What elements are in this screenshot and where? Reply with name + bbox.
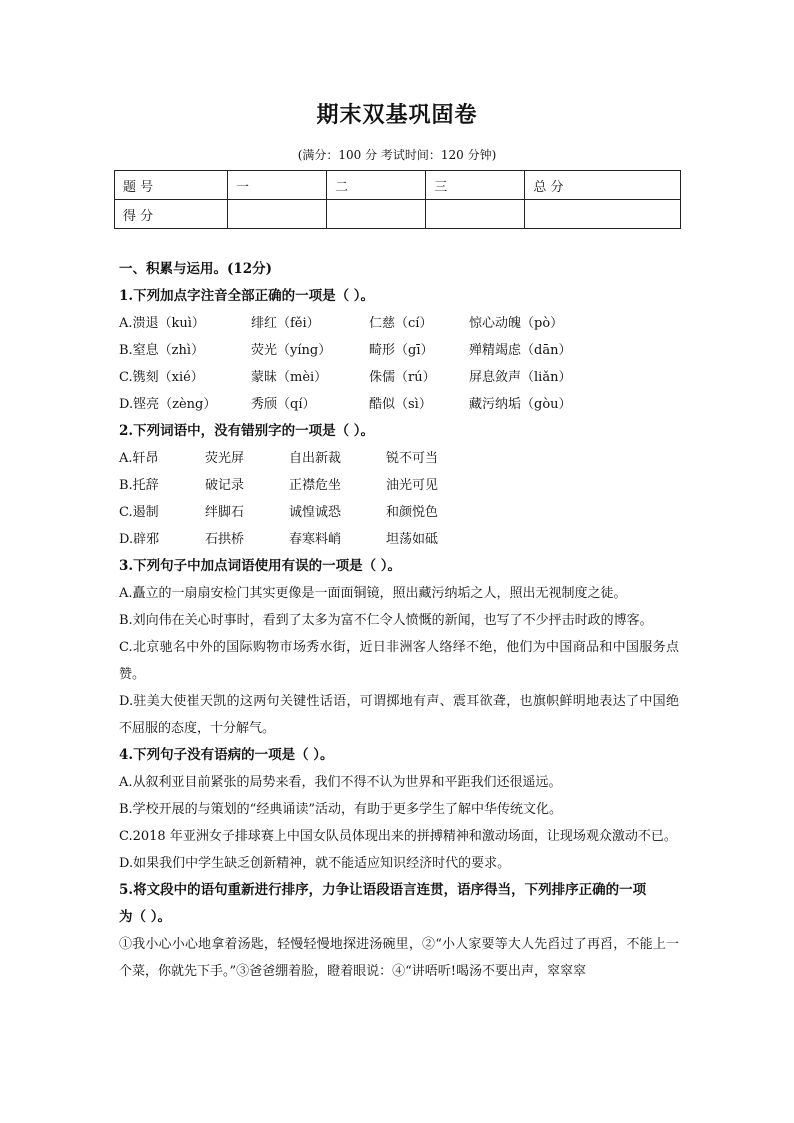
option-item: 屏息敛声（liǎn） xyxy=(469,370,572,385)
option-item: 酷似（sì） xyxy=(369,397,432,412)
score-table xyxy=(114,170,681,229)
score-cell: 一 xyxy=(228,171,327,200)
option-row xyxy=(119,499,679,526)
score-cell xyxy=(228,200,327,229)
passage-text: ①我小心小心地拿着汤匙，轻慢轻慢地探进汤碗里，②“小人家要等大人先舀过了再舀，不能上一个菜，你就先下手。”③爸爸绷着脸，瞪着眼说：④“讲唔听!喝汤不要出声，窣窣窣 xyxy=(119,937,679,979)
option-item: B.窒息（zhì） xyxy=(119,343,205,358)
option-item: 秀颀（qí） xyxy=(251,397,316,412)
option-text: A.从叙利亚目前紧张的局势来看，我们不得不认为世界和平距我们还很遥远。 xyxy=(119,775,562,790)
option-item: D.铿亮（zèng） xyxy=(119,397,217,412)
score-cell: 二 xyxy=(327,171,426,200)
option-item: D.辟邪 xyxy=(119,532,160,547)
score-cell: 题 号 xyxy=(115,171,228,200)
option-row xyxy=(119,445,679,472)
option-text: D.如果我们中学生缺乏创新精神，就不能适应知识经济时代的要求。 xyxy=(119,856,511,871)
option-item: 荧光屏 xyxy=(205,451,245,466)
score-cell: 总 分 xyxy=(525,171,681,200)
option-item: 藏污纳垢（gòu） xyxy=(469,397,572,412)
option-item: 绊脚石 xyxy=(205,505,245,520)
option-text: B.刘向伟在关心时事时，看到了太多为富不仁令人愤慨的新闻，也写了不少抨击时政的博客。 xyxy=(119,613,653,628)
option-item: 油光可见 xyxy=(386,478,439,493)
option-item: 坦荡如砥 xyxy=(386,532,439,547)
question-stem-continued: 为（ ）。 xyxy=(119,909,171,925)
question-stem: 3.下列句子中加点词语使用有误的一项是（ ）。 xyxy=(119,558,402,574)
option-item: 畸形（gī） xyxy=(369,343,434,358)
option-item: C.遏制 xyxy=(119,505,159,520)
question-stem: 5.将文段中的语句重新进行排序，力争让语段语言连贯，语序得当，下列排序正确的一项 xyxy=(119,882,647,898)
section-heading: 一、积累与运用。(12分) xyxy=(119,261,273,277)
score-cell xyxy=(327,200,426,229)
option-item: 惊心动魄（pò） xyxy=(469,316,564,331)
option-item: C.镌刻（xié） xyxy=(119,370,204,385)
option-item: 荧光（yíng） xyxy=(251,343,332,358)
option-text: C.2018 年亚洲女子排球赛上中国女队员体现出来的拼搏精神和激动场面，让现场观众激动不已。 xyxy=(119,829,677,844)
question-stem: 1.下列加点字注音全部正确的一项是（ ）。 xyxy=(119,288,375,304)
option-text: D.驻美大使崔天凯的这两句关键性话语，可谓掷地有声、震耳欲聋，也旗帜鲜明地表达了中国绝不屈服的态度，十分解气。 xyxy=(119,694,679,736)
option-item: 正襟危坐 xyxy=(289,478,342,493)
page-title: 期末双基巩固卷 xyxy=(316,102,478,128)
option-row xyxy=(119,472,679,499)
option-item: 自出新裁 xyxy=(289,451,342,466)
score-cell xyxy=(426,200,525,229)
score-table-score-row xyxy=(115,200,681,229)
option-item: 绯红（fěi） xyxy=(251,316,320,331)
score-cell xyxy=(525,200,681,229)
option-item: 破记录 xyxy=(205,478,245,493)
option-text: C.北京驰名中外的国际购物市场秀水街，近日非洲客人络绎不绝，他们为中国商品和中国服务点赞。 xyxy=(119,640,679,682)
option-item: 蒙昧（mèi） xyxy=(251,370,328,385)
option-row xyxy=(119,337,679,364)
option-item: 殚精竭虑（dān） xyxy=(469,343,572,358)
question-stem: 4.下列句子没有语病的一项是（ ）。 xyxy=(119,747,334,763)
question-stem: 2.下列词语中，没有错别字的一项是（ ）。 xyxy=(119,423,375,439)
option-item: A.溃退（kuì） xyxy=(119,316,205,331)
option-row xyxy=(119,526,679,553)
option-item: 春寒料峭 xyxy=(289,532,342,547)
option-item: 和颜悦色 xyxy=(386,505,439,520)
option-item: 侏儒（rú） xyxy=(369,370,436,385)
exam-info: (满分：100 分 考试时间：120 分钟) xyxy=(297,148,497,162)
option-item: A.轩昂 xyxy=(119,451,159,466)
option-row xyxy=(119,364,679,391)
score-table-header-row xyxy=(115,171,681,200)
score-cell: 三 xyxy=(426,171,525,200)
option-item: 诚惶诚恐 xyxy=(289,505,342,520)
option-item: 仁慈（cí） xyxy=(369,316,433,331)
option-text: A.矗立的一扇扇安检门其实更像是一面面铜镜，照出藏污纳垢之人，照出无视制度之徒。 xyxy=(119,586,627,601)
option-row xyxy=(119,310,679,337)
option-text: B.学校开展的与策划的“经典诵读”活动，有助于更多学生了解中华传统文化。 xyxy=(119,802,562,817)
exam-content xyxy=(119,256,679,985)
option-row xyxy=(119,391,679,418)
option-item: 锐不可当 xyxy=(386,451,439,466)
option-item: B.托辞 xyxy=(119,478,159,493)
option-item: 石拱桥 xyxy=(205,532,245,547)
score-cell: 得 分 xyxy=(115,200,228,229)
